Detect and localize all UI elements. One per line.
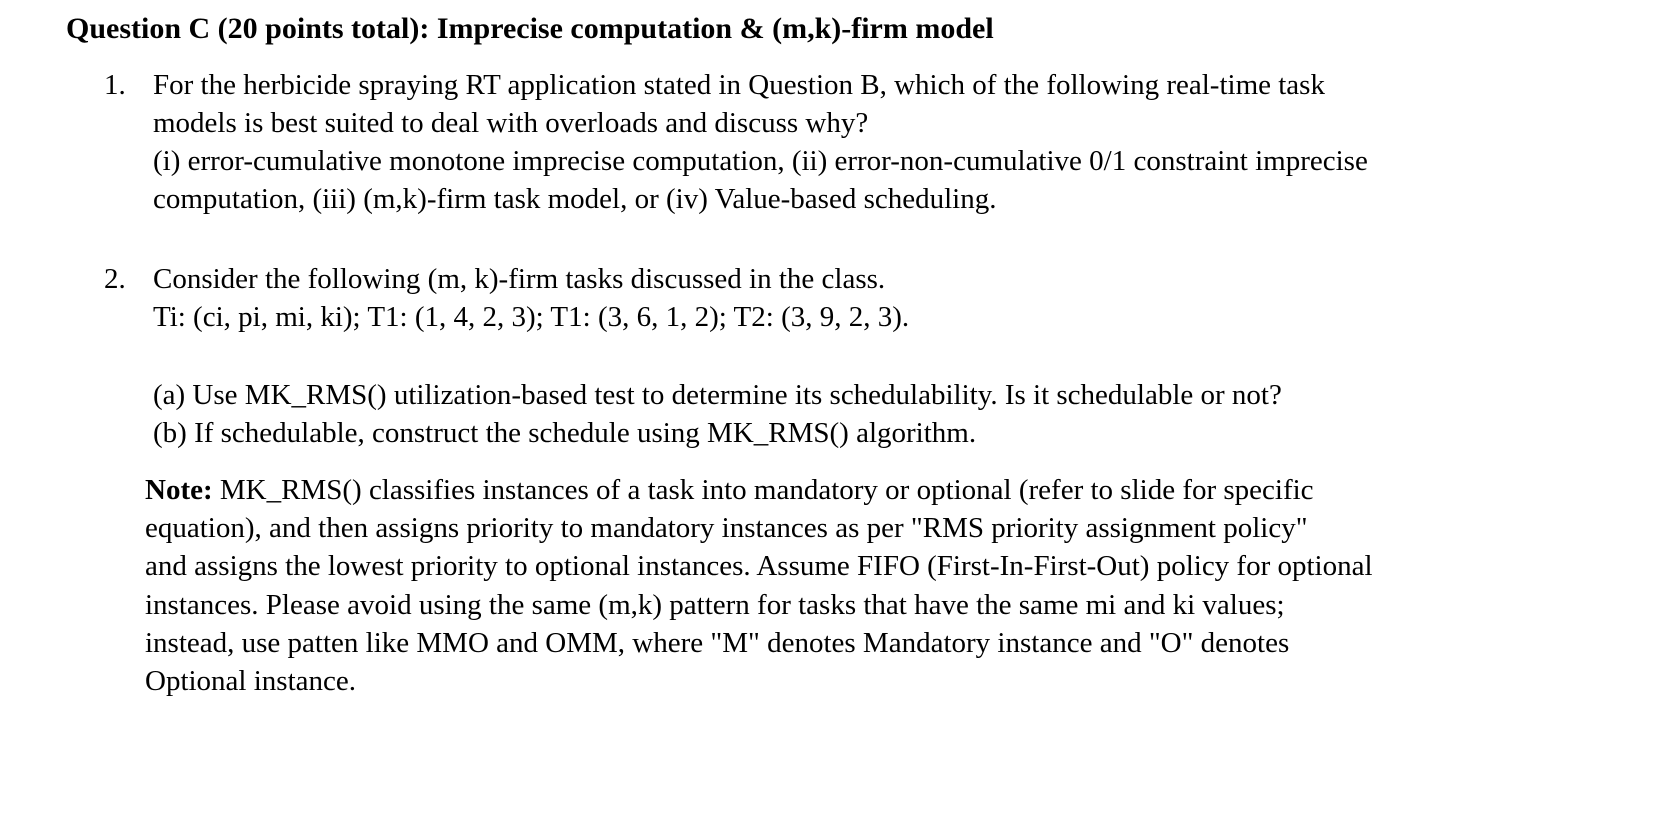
q2-part-b: (b) If schedulable, construct the schedule using MK_RMS() algorithm. <box>153 417 977 449</box>
note-line-5: instead, use patten like MMO and OMM, where "M" denotes Mandatory instance and "O" denotes <box>145 627 1290 659</box>
q1-line-1: For the herbicide spraying RT application stated in Question B, which of the following real-time task <box>153 69 1325 101</box>
note-line-4: instances. Please avoid using the same (m,k) pattern for tasks that have the same mi and ki values; <box>145 589 1285 621</box>
q2-intro: Consider the following (m, k)-firm tasks discussed in the class. <box>153 263 886 295</box>
note-line-1 <box>145 471 1314 509</box>
note-line-1-text: MK_RMS() classifies instances of a task into mandatory or optional (refer to slide for specific <box>212 474 1314 506</box>
q1-line-4: computation, (iii) (m,k)-firm task model, or (iv) Value-based scheduling. <box>153 183 997 215</box>
q1-line-2: models is best suited to deal with overloads and discuss why? <box>153 107 869 139</box>
q1-number: 1. <box>104 69 126 101</box>
note-line-6: Optional instance. <box>145 665 357 697</box>
question-title: Question C (20 points total): Imprecise computation & (m,k)-firm model <box>66 12 994 45</box>
note-line-3: and assigns the lowest priority to optional instances. Assume FIFO (First-In-First-Out) policy for optional <box>145 550 1373 582</box>
q2-task-list: Ti: (ci, pi, mi, ki); T1: (1, 4, 2, 3); T1: (3, 6, 1, 2); T2: (3, 9, 2, 3). <box>153 301 910 333</box>
note-line-2: equation), and then assigns priority to mandatory instances as per "RMS priority assignment policy" <box>145 512 1308 544</box>
q1-line-3: (i) error-cumulative monotone imprecise computation, (ii) error-non-cumulative 0/1 constraint imprecise <box>153 145 1368 177</box>
q2-part-a: (a) Use MK_RMS() utilization-based test to determine its schedulability. Is it schedulable or not? <box>153 379 1282 411</box>
q2-number: 2. <box>104 263 126 295</box>
note-label: Note: <box>145 474 213 506</box>
